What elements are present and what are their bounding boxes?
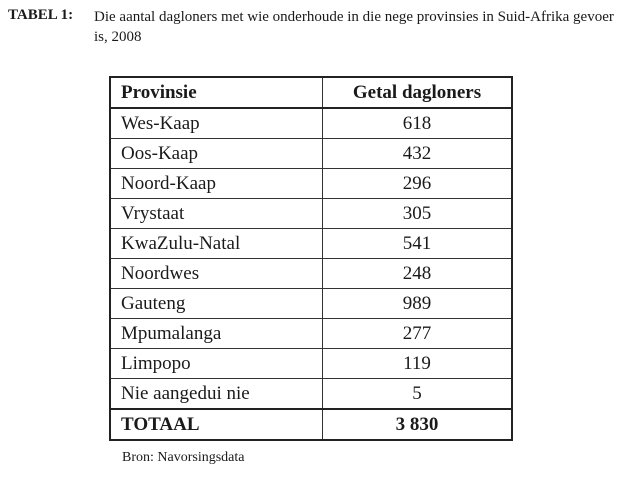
province-cell: Mpumalanga xyxy=(110,319,323,349)
province-cell: Noord-Kaap xyxy=(110,169,323,199)
table-row xyxy=(110,169,512,199)
table-row xyxy=(110,108,512,139)
table-header-row xyxy=(110,77,512,108)
count-cell: 248 xyxy=(323,259,513,289)
source-note: Bron: Navorsingsdata xyxy=(122,450,245,465)
total-label: TOTAAL xyxy=(110,409,323,440)
table-row xyxy=(110,349,512,379)
header-count: Getal dagloners xyxy=(323,77,513,108)
table-row xyxy=(110,289,512,319)
province-cell: Vrystaat xyxy=(110,199,323,229)
total-count: 3 830 xyxy=(323,409,513,440)
table-row xyxy=(110,199,512,229)
table-caption-label: TABEL 1: xyxy=(8,7,74,23)
count-cell: 432 xyxy=(323,139,513,169)
table-row xyxy=(110,379,512,410)
header-province: Provinsie xyxy=(110,77,323,108)
count-cell: 618 xyxy=(323,108,513,139)
table-row xyxy=(110,259,512,289)
province-cell: Wes-Kaap xyxy=(110,108,323,139)
province-cell: Limpopo xyxy=(110,349,323,379)
province-cell: Oos-Kaap xyxy=(110,139,323,169)
count-cell: 296 xyxy=(323,169,513,199)
province-cell: Nie aangedui nie xyxy=(110,379,323,410)
count-cell: 305 xyxy=(323,199,513,229)
count-cell: 119 xyxy=(323,349,513,379)
province-cell: KwaZulu-Natal xyxy=(110,229,323,259)
table-row xyxy=(110,319,512,349)
province-cell: Noordwes xyxy=(110,259,323,289)
table-total-row xyxy=(110,409,512,440)
count-cell: 5 xyxy=(323,379,513,410)
table-row xyxy=(110,229,512,259)
count-cell: 989 xyxy=(323,289,513,319)
day-labourers-table xyxy=(109,76,513,441)
count-cell: 541 xyxy=(323,229,513,259)
table-caption-text: Die aantal dagloners met wie onderhoude in die nege provinsies in Suid-Afrika gevoer is, 2008 xyxy=(94,9,614,45)
count-cell: 277 xyxy=(323,319,513,349)
table-row xyxy=(110,139,512,169)
province-cell: Gauteng xyxy=(110,289,323,319)
